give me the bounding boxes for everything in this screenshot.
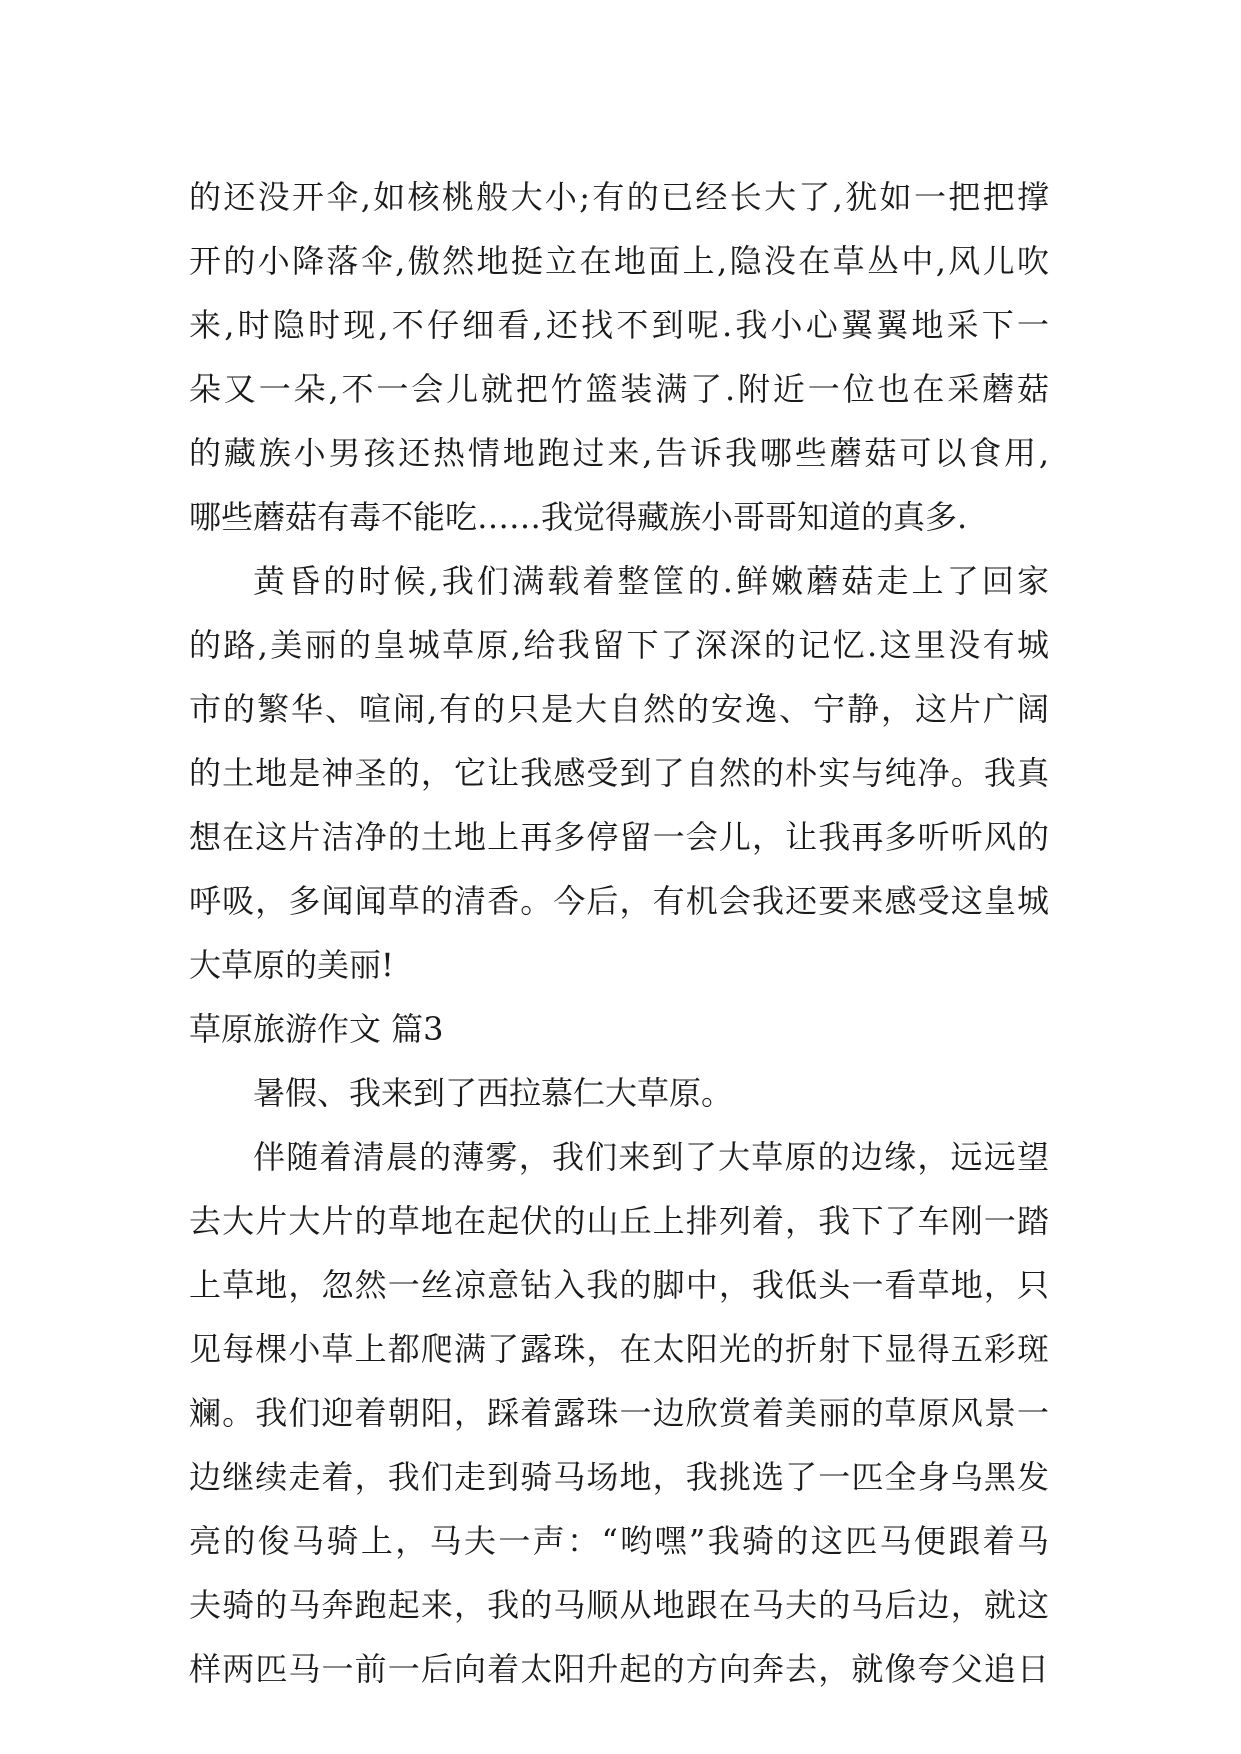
text-line: 亮的俊马骑上，马夫一声：“哟嘿”我骑的这匹马便跟着马: [189, 1522, 1049, 1560]
text-line: 朵又一朵,不一会儿就把竹篮装满了.附近一位也在采蘑菇: [189, 370, 1049, 408]
text-line: 呼吸，多闻闻草的清香。今后，有机会我还要来感受这皇城: [189, 882, 1049, 920]
text-line: 的藏族小男孩还热情地跑过来,告诉我哪些蘑菇可以食用,: [189, 434, 1049, 472]
text-line: 的还没开伞,如核桃般大小;有的已经长大了,犹如一把把撑: [189, 178, 1049, 216]
text-line: 想在这片洁净的土地上再多停留一会儿，让我再多听听风的: [189, 818, 1049, 856]
text-line: 样两匹马一前一后向着太阳升起的方向奔去，就像夸父追日: [189, 1650, 1049, 1688]
text-line: 夫骑的马奔跑起来，我的马顺从地跟在马夫的马后边，就这: [189, 1586, 1049, 1624]
text-line: 开的小降落伞,傲然地挺立在地面上,隐没在草丛中,风儿吹: [189, 242, 1049, 280]
text-line: 的路,美丽的皇城草原,给我留下了深深的记忆.这里没有城: [189, 626, 1049, 664]
text-line: 伴随着清晨的薄雾，我们来到了大草原的边缘，远远望: [253, 1138, 1049, 1176]
text-line: 见每棵小草上都爬满了露珠，在太阳光的折射下显得五彩斑: [189, 1330, 1049, 1368]
document-body: [189, 165, 1049, 1701]
text-line: 市的繁华、喧闹,有的只是大自然的安逸、宁静，这片广阔: [189, 690, 1049, 728]
text-line: 上草地，忽然一丝凉意钻入我的脚中，我低头一看草地，只: [189, 1266, 1049, 1304]
text-line: 的土地是神圣的，它让我感受到了自然的朴实与纯净。我真: [189, 754, 1049, 792]
section-heading: 草原旅游作文 篇3: [189, 1010, 444, 1048]
text-line: 边继续走着，我们走到骑马场地，我挑选了一匹全身乌黑发: [189, 1458, 1049, 1496]
text-line: 大草原的美丽!: [189, 946, 394, 984]
text-line: 哪些蘑菇有毒不能吃……我觉得藏族小哥哥知道的真多.: [189, 498, 968, 536]
text-line: 黄昏的时候,我们满载着整筐的.鲜嫩蘑菇走上了回家: [253, 562, 1049, 600]
text-line: 斓。我们迎着朝阳，踩着露珠一边欣赏着美丽的草原风景一: [189, 1394, 1049, 1432]
text-line: 来,时隐时现,不仔细看,还找不到呢.我小心翼翼地采下一: [189, 306, 1049, 344]
text-line: 去大片大片的草地在起伏的山丘上排列着，我下了车刚一踏: [189, 1202, 1049, 1240]
text-line: 暑假、我来到了西拉慕仁大草原。: [253, 1074, 734, 1112]
